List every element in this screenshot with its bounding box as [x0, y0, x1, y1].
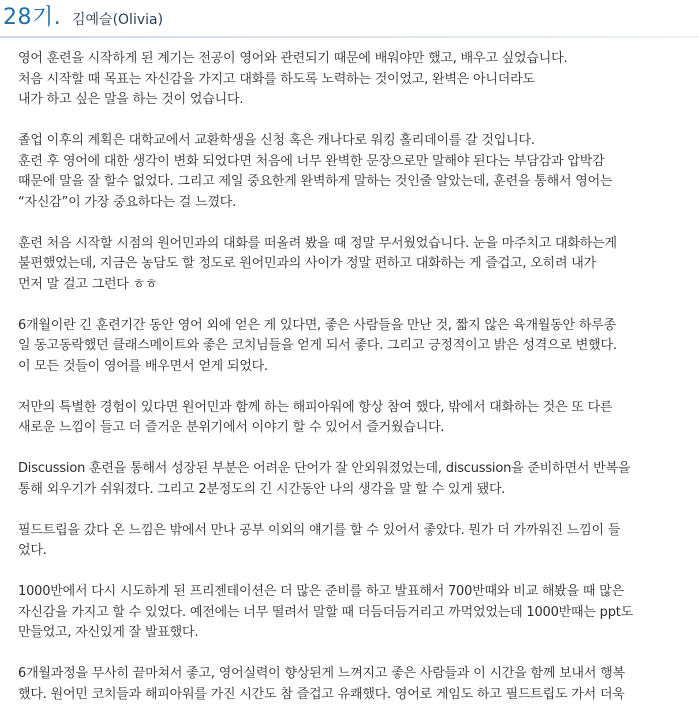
header-divider [0, 36, 699, 38]
text-line: 내가 하고 싶은 말을 하는 것이 었습니다. [18, 90, 690, 111]
text-line: 었다. [18, 541, 690, 562]
text-line: “자신감”이 가장 중요하다는 걸 느꼈다. [18, 193, 690, 214]
text-line: 훈련 처음 시작할 시점의 원어민과의 대화를 떠올려 봤을 때 정말 무서웠었습니다. 눈을 마주치고 대화하는게 [18, 234, 690, 255]
text-line: 1000반에서 다시 시도하게 된 프리젠테이션은 더 많은 준비를 하고 발표해서 700반때와 비교 해봤을 때 많은 [18, 582, 690, 603]
paragraph [18, 664, 690, 705]
paragraph [18, 459, 690, 500]
text-line: 먼저 말 걸고 그런다 ㅎㅎ [18, 275, 690, 296]
text-line: 일 동고동락했던 클래스메이트와 좋은 코치님들을 얻게 되서 좋다. 그리고 긍정적이고 밝은 성격으로 변했다. [18, 336, 690, 357]
text-line: 통해 외우기가 쉬워졌다. 그리고 2분정도의 긴 시간동안 나의 생각을 말 할 수 있게 됐다. [18, 480, 690, 501]
text-line: 훈련 후 영어에 대한 생각이 변화 되었다면 처음에 너무 완벽한 문장으로만 말해야 된다는 부담감과 압박감 [18, 152, 690, 173]
text-line: 불편했었는데, 지금은 농담도 할 정도로 원어민과의 사이가 정말 편하고 대화하는 게 즐겁고, 오히려 내가 [18, 254, 690, 275]
testimonial-body [18, 49, 690, 705]
cohort-number: 28기. [3, 4, 61, 32]
paragraph [18, 521, 690, 562]
author-name: 김예슬(Olivia) [72, 10, 163, 30]
page-header [0, 0, 699, 38]
paragraph [18, 131, 690, 213]
text-line: 필드트립을 갔다 온 느낌은 밖에서 만나 공부 이외의 얘기를 할 수 있어서 좋았다. 뭔가 더 가까워진 느낌이 들 [18, 521, 690, 542]
paragraph [18, 234, 690, 296]
text-line: 졸업 이후의 계획은 대학교에서 교환학생을 신청 혹은 캐나다로 워킹 홀리데이를 갈 것입니다. [18, 131, 690, 152]
paragraph [18, 582, 690, 644]
text-line: 했다. 원어민 코치들과 해피아워를 가진 시간도 참 즐겁고 유쾌했다. 영어로 게임도 하고 필드트립도 가서 더욱 [18, 685, 690, 705]
text-line: 이 모든 것들이 영어를 배우면서 얻게 되었다. [18, 357, 690, 378]
text-line: 만들었고, 자신있게 잘 발표했다. [18, 623, 690, 644]
text-line: 영어 훈련을 시작하게 된 계기는 전공이 영어와 관련되기 때문에 배워야만 했고, 배우고 싶었습니다. [18, 49, 690, 70]
paragraph [18, 49, 690, 111]
text-line: 6개월이란 긴 훈련기간 동안 영어 외에 얻은 게 있다면, 좋은 사람들을 만난 것, 짧지 않은 육개월동안 하루종 [18, 316, 690, 337]
text-line: Discussion 훈련을 통해서 성장된 부분은 어려운 단어가 잘 안외워졌었는데, discussion을 준비하면서 반복을 [18, 459, 690, 480]
paragraph [18, 316, 690, 378]
text-line: 처음 시작할 때 목표는 자신감을 가지고 대화를 하도록 노력하는 것이었고, 완벽은 아니더라도 [18, 70, 690, 91]
text-line: 저만의 특별한 경험이 있다면 원어민과 함께 하는 해피아워에 항상 참여 했다, 밖에서 대화하는 것은 또 다른 [18, 398, 690, 419]
text-line: 6개월과정을 무사히 끝마쳐서 좋고, 영어실력이 향상된게 느껴지고 좋은 사람들과 이 시간을 함께 보내서 행복 [18, 664, 690, 685]
text-line: 새로운 느낌이 들고 더 즐거운 분위기에서 이야기 할 수 있어서 즐거웠습니다. [18, 418, 690, 439]
paragraph [18, 398, 690, 439]
text-line: 자신감을 가지고 할 수 있었다. 예전에는 너무 떨려서 말할 때 더듬더듬거리고 까먹었었는데 1000반때는 ppt도 [18, 603, 690, 624]
text-line: 때문에 말을 잘 할수 없었다. 그리고 제일 중요한게 완벽하게 말하는 것인줄 알았는데, 훈련을 통해서 영어는 [18, 172, 690, 193]
